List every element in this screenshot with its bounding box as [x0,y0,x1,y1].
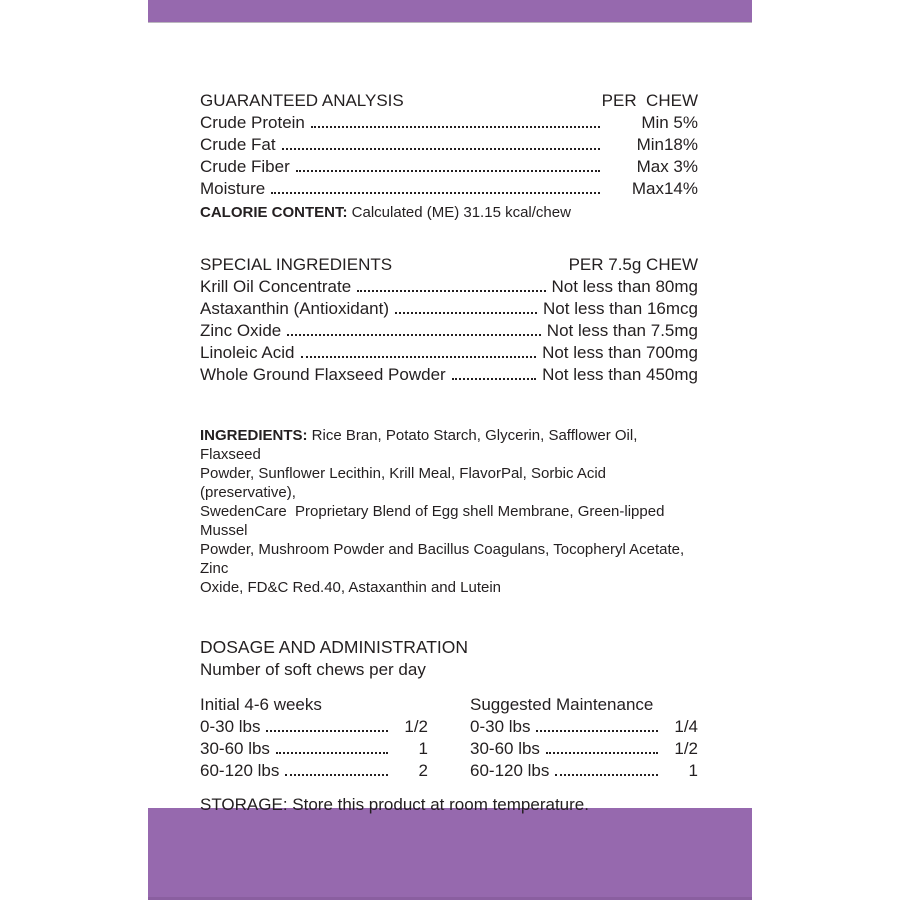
dosage-row [200,738,428,760]
ingredient-row-label: Krill Oil Concentrate [200,277,352,296]
ingredient-row-value: Not less than 450mg [542,365,698,384]
dot-leader [546,752,658,754]
dosage-row-value: 1/2 [674,739,698,758]
dosage-row-label: 30-60 lbs [200,739,270,758]
ingredient-row-label: Zinc Oxide [200,321,282,340]
analysis-row [200,178,698,200]
analysis-row-value: Min 5% [641,113,698,132]
ingredients-label: INGREDIENTS: [200,427,308,444]
dot-leader [301,356,537,358]
initial-dosage-table [200,694,428,782]
dosage-row-label: 60-120 lbs [470,761,550,780]
ingredients-paragraph [200,426,698,597]
analysis-row-value: Min18% [636,135,698,154]
ingredient-row-value: Not less than 80mg [551,277,698,296]
storage-line: STORAGE: Store this product at room temperature. [200,795,589,814]
dosage-row [200,760,428,782]
bottom-purple-band [148,808,752,900]
dosage-row-label: 60-120 lbs [200,761,280,780]
analysis-row [200,156,698,178]
analysis-row-label: Moisture [200,179,266,198]
calorie-content-value: Calculated (ME) 31.15 kcal/chew [347,204,571,221]
dosage-row-value: 1 [688,761,698,780]
calorie-content-label: CALORIE CONTENT: [200,204,348,221]
analysis-row [200,112,698,134]
analysis-row-value: Max14% [631,179,698,198]
dot-leader [266,730,388,732]
dosage-row [470,716,698,738]
ingredient-row-value: Not less than 7.5mg [546,321,698,340]
ingredient-row-value: Not less than 16mcg [543,299,698,318]
dot-leader [271,192,600,194]
section-title: GUARANTEED ANALYSIS [200,91,404,110]
dot-leader [287,334,541,336]
dot-leader [285,774,388,776]
ingredient-row [200,342,698,364]
maintenance-dosage-header: Suggested Maintenance [470,695,654,714]
dosage-row-value: 2 [418,761,428,780]
dosage-subtitle: Number of soft chews per day [200,660,426,679]
dosage-tables [200,694,698,782]
ingredient-row [200,276,698,298]
dosage-title: DOSAGE AND ADMINISTRATION [200,637,469,657]
ingredient-row-label: Astaxanthin (Antioxidant) [200,299,389,318]
dosage-row [470,760,698,782]
dosage-row-value: 1 [418,739,428,758]
calorie-content-line [200,203,698,223]
analysis-row [200,134,698,156]
analysis-row-label: Crude Protein [200,113,305,132]
analysis-row-value: Max 3% [636,157,698,176]
dot-leader [311,126,600,128]
special-ingredients-section [200,254,698,386]
ingredient-row-value: Not less than 700mg [542,343,698,362]
dosage-row-label: 0-30 lbs [200,717,261,736]
ingredients-text: Rice Bran, Potato Starch, Glycerin, Safflower Oil, Flaxseed Powder, Sunflower Lecithin, Krill Meal, FlavorPal, Sorbic Acid (preservative), SwedenCare Proprietary Blend of Egg shell Membrane, Green-lipped Mussel Powder, Mushroom Powder and Bacillus Coagulans, Tocopheryl Acetate, Zinc Oxide, FD&C Red.40, Astaxanthin and Lutein [200,427,685,596]
ingredient-row-label: Whole Ground Flaxseed Powder [200,365,446,384]
ingredient-row [200,364,698,386]
dosage-section [200,636,698,782]
analysis-row-label: Crude Fat [200,135,276,154]
dot-leader [296,170,600,172]
ingredient-row [200,298,698,320]
dot-leader [357,290,545,292]
section-title: SPECIAL INGREDIENTS [200,255,393,274]
dosage-row-value: 1/2 [404,717,428,736]
guaranteed-analysis-section [200,90,698,223]
ingredient-row [200,320,698,342]
dosage-row-value: 1/4 [674,717,698,736]
dosage-row [470,738,698,760]
dot-leader [276,752,388,754]
ingredient-row-label: Linoleic Acid [200,343,295,362]
maintenance-dosage-table [470,694,698,782]
special-ingredients-header [200,254,698,276]
dot-leader [536,730,658,732]
guaranteed-analysis-header [200,90,698,112]
per-chew-label: PER CHEW [601,91,698,110]
dot-leader [395,312,537,314]
dot-leader [555,774,658,776]
dot-leader [452,378,536,380]
dosage-row-label: 0-30 lbs [470,717,531,736]
analysis-row-label: Crude Fiber [200,157,290,176]
dosage-row [200,716,428,738]
dot-leader [282,148,600,150]
label-content [200,0,698,816]
per-chew-label: PER 7.5g CHEW [568,255,698,274]
dosage-row-label: 30-60 lbs [470,739,540,758]
initial-dosage-header: Initial 4-6 weeks [200,695,322,714]
